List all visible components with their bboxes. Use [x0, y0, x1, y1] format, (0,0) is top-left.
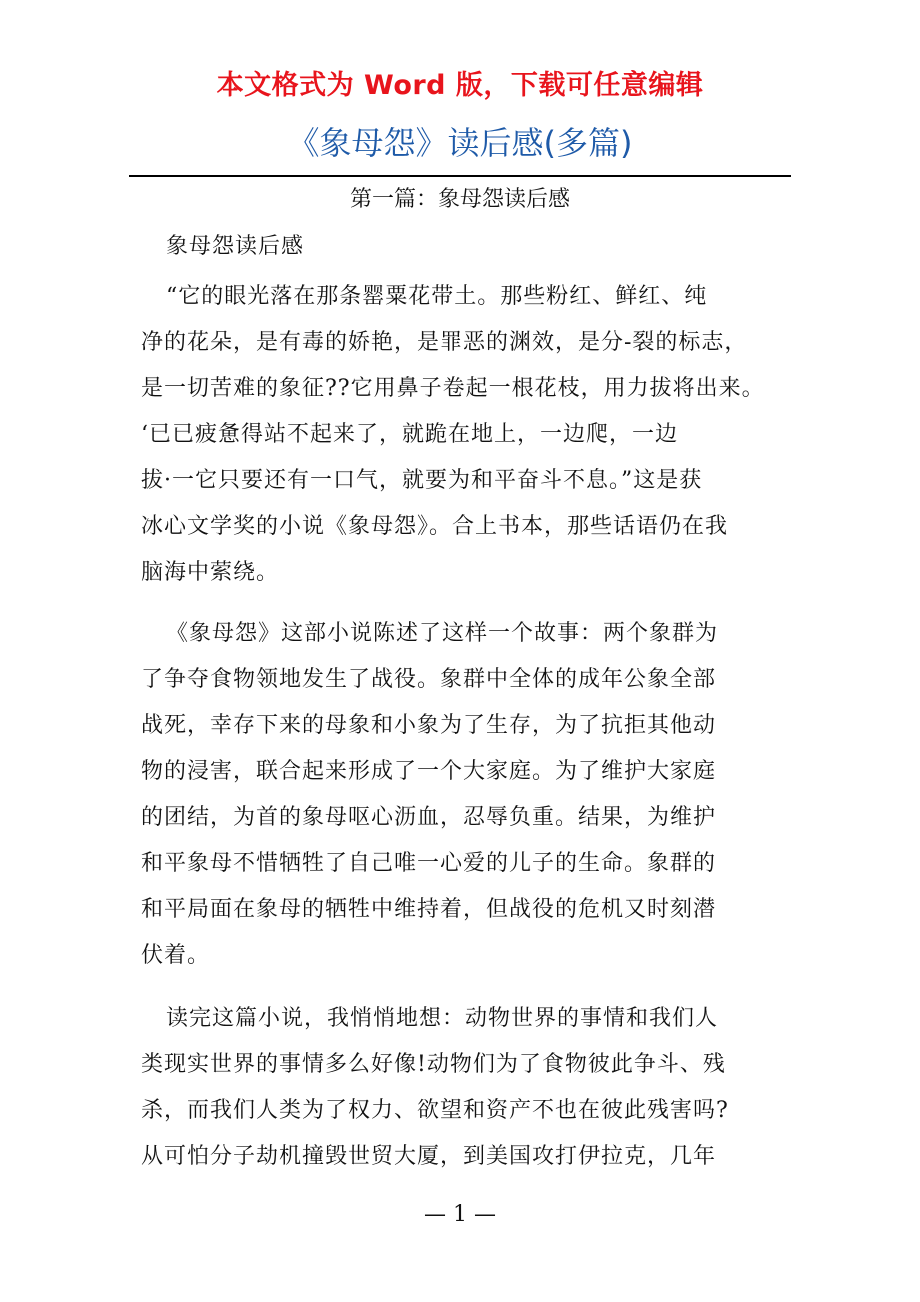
page-number: — 1 —: [424, 1202, 496, 1227]
paragraph-line: 的团结，为首的象母呕心沥血，忍辱负重。结果，为维护: [141, 805, 717, 830]
paragraph-line: 脑海中萦绕。: [141, 560, 280, 585]
paragraph-line: 象母怨读后感: [166, 234, 305, 259]
section-heading: 第一篇：象母怨读后感: [349, 187, 570, 212]
paragraph-2: [141, 274, 801, 596]
paragraph-line: 伏着。: [141, 943, 211, 968]
paragraph-line: 了争夺食物领地发生了战役。象群中全体的成年公象全部: [141, 667, 717, 692]
paragraph-line: 和平局面在象母的牺牲中维持着，但战役的危机又时刻潜: [141, 897, 717, 922]
paragraph-line: 《象母怨》这部小说陈述了这样一个故事：两个象群为: [166, 621, 719, 646]
document-title: 《象母怨》读后感(多篇): [287, 124, 633, 162]
paragraph-line: 类现实世界的事情多么好像!动物们为了食物彼此争斗、残: [141, 1052, 726, 1077]
title-divider: [129, 175, 791, 177]
paragraph-line: 拔·一它只要还有一口气，就要为和平奋斗不息。”这是获: [141, 468, 703, 493]
paragraph-line: 冰心文学奖的小说《象母怨》。合上书本，那些话语仍在我: [141, 514, 729, 539]
paragraph-line: ‘已已疲惫得站不起来了，就跪在地上，一边爬，一边: [141, 422, 678, 447]
download-banner: 本文格式为 Word 版，下载可任意编辑: [216, 70, 704, 101]
paragraph-line: 和平象母不惜牺牲了自己唯一心爱的儿子的生命。象群的: [141, 851, 717, 876]
paragraph-line: “它的眼光落在那条罂粟花带土。那些粉红、鲜红、纯: [166, 284, 708, 309]
paragraph-line: 战死，幸存下来的母象和小象为了生存，为了抗拒其他动: [141, 713, 717, 738]
paragraph-line: 杀，而我们人类为了权力、欲望和资产不也在彼此残害吗?: [141, 1098, 729, 1123]
paragraph-line: 从可怕分子劫机撞毁世贸大厦，到美国攻打伊拉克，几年: [141, 1144, 717, 1169]
paragraph-line: 净的花朵，是有毒的娇艳，是罪恶的渊效，是分-裂的标志，: [141, 330, 748, 355]
paragraph-line: 物的浸害，联合起来形成了一个大家庭。为了维护大家庭: [141, 759, 717, 784]
paragraph-3: [141, 611, 801, 979]
paragraph-line: 读完这篇小说，我悄悄地想：动物世界的事情和我们人: [166, 1006, 719, 1031]
paragraph-4: [141, 996, 801, 1180]
paragraph-line: 是一切苦难的象征??它用鼻子卷起一根花枝，用力拔将出来。: [141, 376, 765, 401]
paragraph-1: [141, 224, 801, 270]
